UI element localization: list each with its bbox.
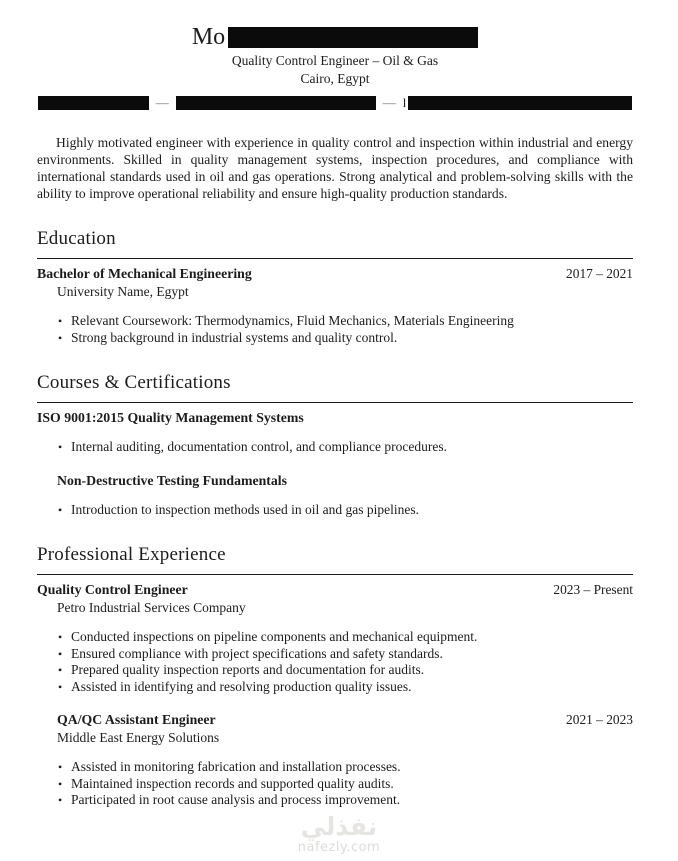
bullet-text: Assisted in identifying and resolving production quality issues. <box>71 678 412 694</box>
bullet-item <box>58 502 633 519</box>
contact-separator-2: — <box>382 95 396 110</box>
bullet-item <box>58 792 633 809</box>
course-title: Non-Destructive Testing Fundamentals <box>57 472 287 488</box>
course-entry-head <box>37 473 633 489</box>
bullet-icon: • <box>58 440 63 454</box>
job-dates-1: 2023 – Present <box>553 582 633 597</box>
bullet-item <box>58 629 633 646</box>
nafezly-logo: نفذلي <box>300 812 378 841</box>
bullet-item <box>58 662 633 679</box>
bullet-icon: • <box>58 663 63 677</box>
bullet-text: Ensured compliance with project specifications and safety standards. <box>71 645 443 661</box>
redacted-contact-box-1 <box>38 96 149 110</box>
bullet-icon: • <box>58 330 63 345</box>
job-entry-head <box>37 582 633 598</box>
contact-visible-letter: l <box>402 95 407 110</box>
bullet-item <box>58 679 633 696</box>
course-entry-head <box>37 410 633 426</box>
nafezly-domain: nafezly.com <box>297 840 381 855</box>
section-heading-education: Education <box>37 228 116 249</box>
institution-name: University Name, Egypt <box>57 284 189 299</box>
redacted-contact-box-3 <box>408 96 632 110</box>
bullet-item <box>58 646 633 663</box>
bullet-text: Internal auditing, documentation control, and compliance procedures. <box>71 439 447 454</box>
bullet-icon: • <box>58 314 63 328</box>
job-title-2: QA/QC Assistant Engineer <box>57 712 216 727</box>
summary-paragraph: Highly motivated engineer with experience in quality control and inspection within industrial and energy environments. Skilled in quality management systems, inspection procedures, and compliance with international standards used in oil and gas operations. Strong analytical and problem-solving skills with the ability to improve operational reliability and ensure high-quality production standards. <box>37 135 633 201</box>
job-title: Quality Control Engineer – Oil & Gas <box>231 53 439 68</box>
job-entry-head <box>37 712 633 728</box>
bullet-text: Participated in root cause analysis and process improvement. <box>71 792 401 807</box>
bullet-text: Relevant Coursework: Thermodynamics, Fluid Mechanics, Materials Engineering <box>71 313 514 328</box>
section-heading-courses: Courses & Certifications <box>37 372 231 393</box>
education-entry-head <box>37 266 633 282</box>
degree-title: Bachelor of Mechanical Engineering <box>37 266 252 281</box>
contact-row <box>37 95 633 111</box>
bullet-text: Maintained inspection records and supported quality audits. <box>71 775 394 791</box>
bullet-text: Prepared quality inspection reports and documentation for audits. <box>71 662 425 677</box>
bullet-icon: • <box>58 502 63 517</box>
job-title-1: Quality Control Engineer <box>37 582 188 597</box>
location: Cairo, Egypt <box>300 71 370 86</box>
bullet-icon: • <box>58 793 63 807</box>
name-row <box>37 24 633 50</box>
bullet-icon: • <box>58 776 63 791</box>
bullet-text: Assisted in monitoring fabrication and installation processes. <box>71 759 401 774</box>
contact-separator-1: — <box>155 95 169 110</box>
job-bullets-1 <box>37 629 633 695</box>
bullet-item <box>58 330 633 347</box>
company-name-1: Petro Industrial Services Company <box>57 600 246 615</box>
bullet-icon: • <box>58 760 63 774</box>
bullet-text: Introduction to inspection methods used in oil and gas pipelines. <box>71 501 419 517</box>
job-dates-2: 2021 – 2023 <box>566 712 633 727</box>
section-rule <box>37 258 633 259</box>
bullet-text: Conducted inspections on pipeline components and mechanical equipment. <box>71 629 478 644</box>
redacted-name-box <box>228 27 478 48</box>
watermark <box>0 814 678 855</box>
education-dates: 2017 – 2021 <box>566 266 633 281</box>
bullet-item <box>58 313 633 330</box>
course-title: ISO 9001:2015 Quality Management Systems <box>37 410 304 425</box>
section-rule <box>37 402 633 403</box>
bullet-icon: • <box>58 646 63 661</box>
name-visible-text: Mo <box>191 24 226 50</box>
bullet-icon: • <box>58 630 63 644</box>
education-bullets <box>37 313 633 346</box>
company-name-2: Middle East Energy Solutions <box>57 730 220 745</box>
bullet-item <box>58 439 633 456</box>
section-rule <box>37 574 633 575</box>
bullet-text: Strong background in industrial systems and quality control. <box>71 329 398 345</box>
job-bullets-2 <box>37 759 633 809</box>
bullet-item <box>58 776 633 793</box>
redacted-contact-box-2 <box>176 96 376 110</box>
bullet-item <box>58 759 633 776</box>
section-heading-experience: Professional Experience <box>37 544 226 565</box>
bullet-icon: • <box>58 679 63 694</box>
course-bullets <box>37 502 633 519</box>
course-bullets <box>37 439 633 456</box>
